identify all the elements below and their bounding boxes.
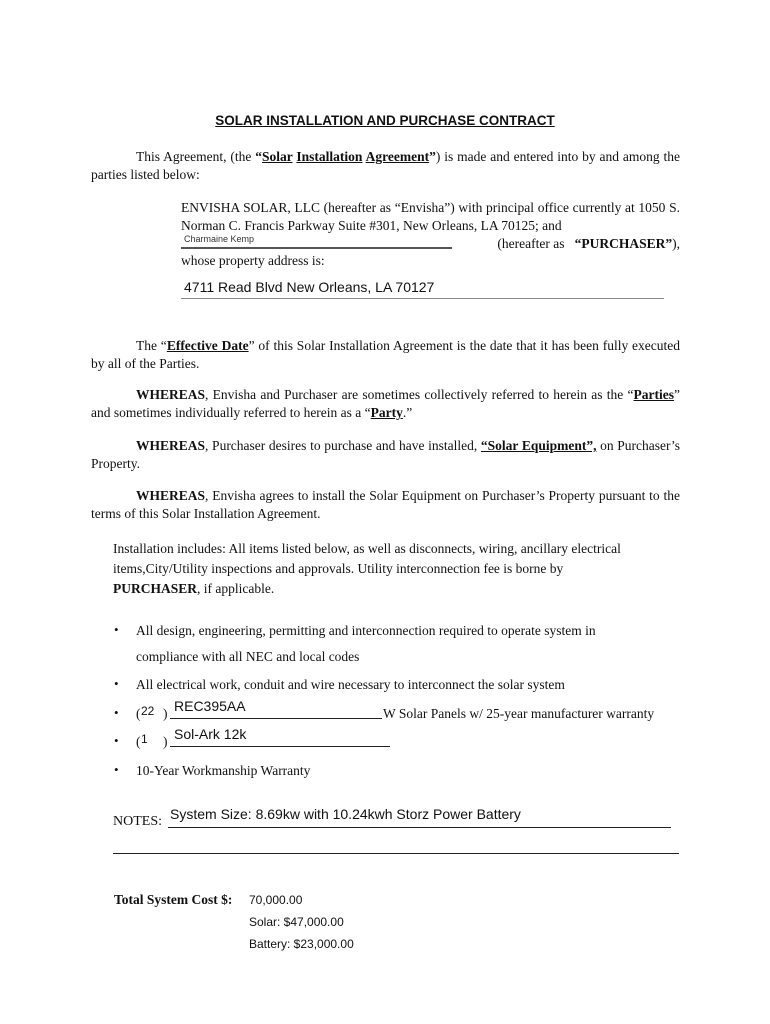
panel-close-paren: ): [163, 706, 168, 721]
bullet-icon: •: [114, 705, 119, 720]
battery-cost-value: Battery: $23,000.00: [249, 937, 354, 951]
installation-paragraph: Installation includes: All items listed below, as well as disconnects, wiring, ancillary electrical items,City/Utility inspections and approvals. Utility interconnection fee is borne by PURCHASER, if applicable.: [113, 541, 621, 596]
whereas-parties-paragraph: WHEREAS, Envisha and Purchaser are sometimes collectively referred to herein as the “Parties” and sometimes individually referred to herein as a “Party.”: [91, 387, 680, 420]
bullet-icon: •: [114, 676, 119, 691]
property-address-label: whose property address is:: [181, 253, 325, 268]
panel-model-value: REC395AA: [174, 698, 246, 714]
panel-model-line: [170, 718, 382, 719]
total-cost-value: 70,000.00: [249, 893, 303, 907]
whereas-purchase-paragraph: WHEREAS, Purchaser desires to purchase and have installed, “Solar Equipment”, on Purchaser’s Property.: [91, 438, 681, 471]
panel-open-paren: (: [136, 706, 141, 721]
effective-date-paragraph: The “Effective Date” of this Solar Installation Agreement is the date that it has been fully executed by all of the Parties.: [91, 338, 680, 371]
notes-value: System Size: 8.69kw with 10.24kwh Storz Power Battery: [170, 806, 521, 822]
bullet-icon: •: [114, 733, 119, 748]
envisha-party-text: ENVISHA SOLAR, LLC (hereafter as “Envisha”) with principal office currently at 1050 S. Norman C. Francis Parkway Suite #301, New Orleans, LA 70125; and: [181, 200, 680, 233]
total-cost-label: Total System Cost $:: [114, 892, 233, 907]
inverter-quantity-value: 1: [141, 732, 148, 746]
bullet-design-text-cont: compliance with all NEC and local codes: [136, 649, 360, 664]
property-address-line: [181, 298, 664, 299]
contract-title: SOLAR INSTALLATION AND PURCHASE CONTRACT: [215, 113, 555, 128]
purchaser-term-text: (hereafter as “PURCHASER”),: [497, 236, 680, 251]
notes-line-1: [168, 827, 671, 828]
whereas-install-paragraph: WHEREAS, Envisha agrees to install the Solar Equipment on Purchaser’s Property pursuant to the terms of this Solar Installation Agreement.: [91, 488, 680, 521]
notes-line-2: [113, 853, 679, 854]
bullet-warranty-text: 10-Year Workmanship Warranty: [136, 763, 311, 778]
solar-cost-value: Solar: $47,000.00: [249, 915, 344, 929]
inverter-model-value: Sol-Ark 12k: [174, 726, 247, 742]
purchaser-name-value: Charmaine Kemp: [184, 234, 255, 244]
bullet-icon: •: [114, 762, 119, 777]
bullet-icon: •: [114, 622, 119, 637]
intro-paragraph: This Agreement, (the “Solar Installation Agreement”) is made and entered into by and among the parties listed below:: [91, 149, 681, 182]
notes-label: NOTES:: [113, 814, 162, 829]
inverter-open-paren: (: [136, 734, 141, 749]
property-address-value: 4711 Read Blvd New Orleans, LA 70127: [184, 279, 435, 295]
panel-quantity-value: 22: [141, 704, 155, 718]
bullet-design-text: All design, engineering, permitting and interconnection required to operate system in: [136, 623, 596, 638]
purchaser-name-line: [181, 247, 452, 249]
inverter-close-paren: ): [163, 734, 168, 749]
inverter-model-line: [170, 746, 390, 747]
panel-description-text: W Solar Panels w/ 25-year manufacturer warranty: [383, 706, 655, 721]
bullet-electrical-text: All electrical work, conduit and wire necessary to interconnect the solar system: [136, 677, 565, 692]
